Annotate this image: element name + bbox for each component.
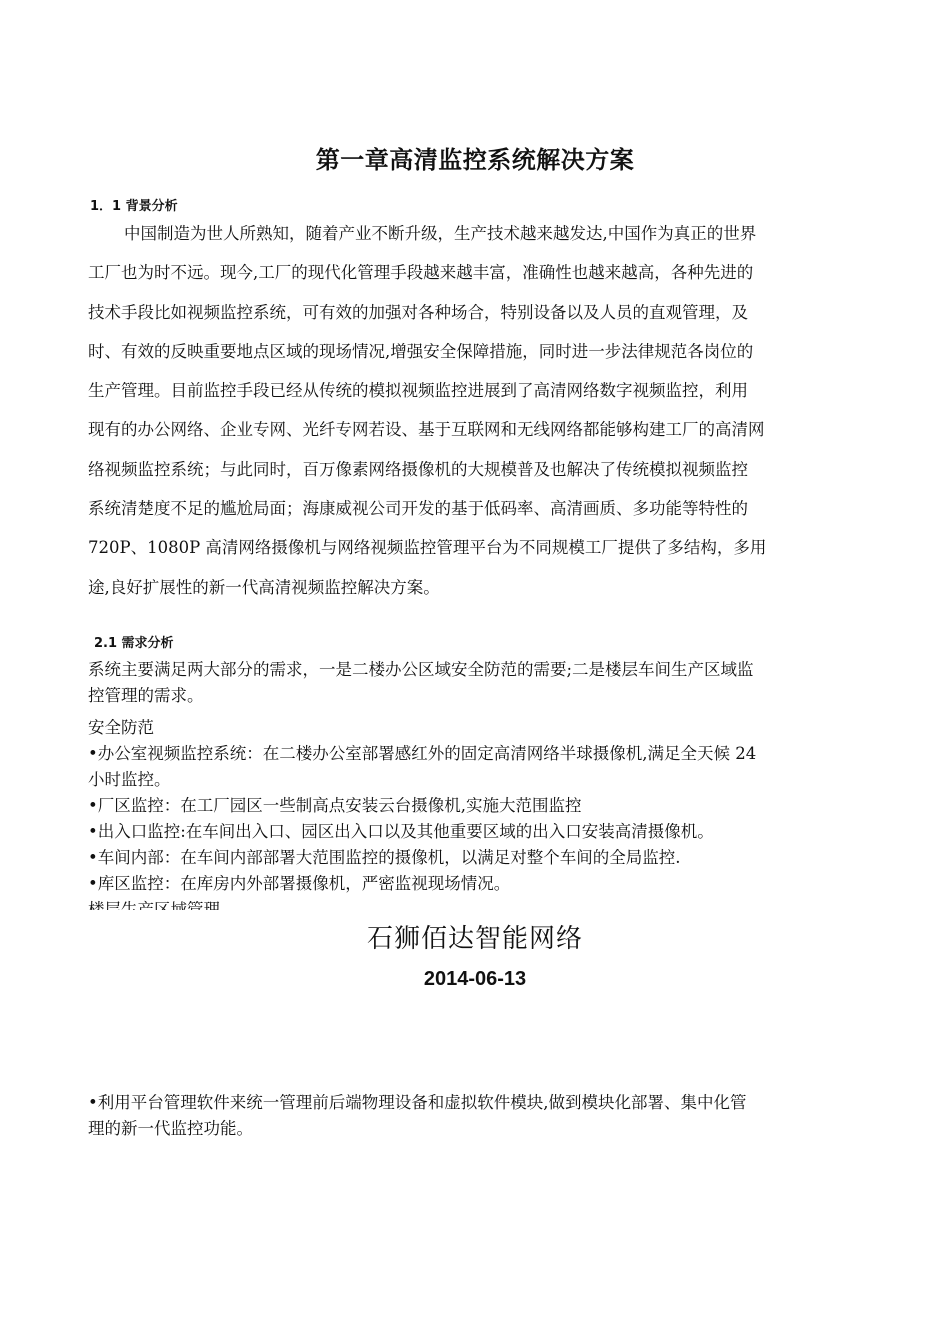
paragraph-line: 络视频监控系统；与此同时，百万像素网络摄像机的大规模普及也解决了传统模拟视频监控 [88, 459, 748, 479]
paragraph-line: 途,良好扩展性的新一代高清视频监控解决方案。 [88, 577, 440, 597]
bullet-item-continuation: 理的新一代监控功能。 [88, 1119, 253, 1138]
bullet-item: •车间内部：在车间内部部署大范围监控的摄像机，以满足对整个车间的全局监控. [88, 848, 681, 867]
section-heading-background: 1．1 背景分析 [90, 199, 178, 214]
requirements-section [88, 657, 863, 923]
paragraph-line: 生产管理。目前监控手段已经从传统的模拟视频监控进展到了高清网络数字视频监控，利用 [88, 381, 748, 401]
bullet-item: •办公室视频监控系统：在二楼办公室部署感红外的固定高清网络半球摄像机,满足全天候 24 [88, 744, 757, 763]
paragraph-line: 工厂也为时不远。现今,工厂的现代化管理手段越来越丰富，准确性也越来越高，各种先进的 [88, 263, 754, 283]
subheading-security: 安全防范 [88, 718, 154, 737]
intro-line: 系统主要满足两大部分的需求，一是二楼办公区域安全防范的需要;二是楼层车间生产区域监 [88, 660, 754, 679]
bullet-item: •库区监控：在库房内外部署摄像机，严密监视现场情况。 [88, 874, 511, 893]
intro-line: 控管理的需求。 [88, 686, 204, 705]
bullet-item: •厂区监控：在工厂园区一些制高点安装云台摄像机,实施大范围监控 [88, 796, 582, 815]
paragraph-line: 现有的办公网络、企业专网、光纤专网若设、基于互联网和无线网络都能够构建工厂的高清网 [88, 420, 765, 440]
bullet-item-continuation: 小时监控。 [88, 770, 171, 789]
paragraph-line: 系统清楚度不足的尴尬局面；海康威视公司开发的基于低码率、高清画质、多功能等特性的 [88, 499, 748, 519]
paragraph-line: 时、有效的反映重要地点区域的现场情况,增强安全保障措施，同时进一步法律规范各岗位的 [88, 341, 754, 361]
platform-section [88, 1090, 863, 1142]
page-title: 第一章高清监控系统解决方案 [315, 145, 635, 174]
document-date: 2014-06-13 [423, 968, 527, 990]
background-paragraph [88, 214, 863, 607]
section-heading-requirements: 2.1 需求分析 [94, 636, 174, 651]
company-name: 石狮佰达智能网络 [366, 924, 583, 954]
bullet-item: •利用平台管理软件来统一管理前后端物理设备和虚拟软件模块,做到模块化部署、集中化管 [88, 1093, 747, 1112]
paragraph-line: 720P、1080P 高清网络摄像机与网络视频监控管理平台为不同规模工厂提供了多结构，多用 [88, 538, 767, 558]
cover-overlay-mask [86, 910, 866, 918]
bullet-item: •出入口监控:在车间出入口、园区出入口以及其他重要区域的出入口安装高清摄像机。 [88, 822, 714, 841]
paragraph-line: 技术手段比如视频监控系统，可有效的加强对各种场合，特别设备以及人员的直观管理，及 [88, 302, 748, 322]
paragraph-line: 中国制造为世人所熟知，随着产业不断升级，生产技术越来越发达,中国作为真正的世界 [124, 224, 757, 243]
